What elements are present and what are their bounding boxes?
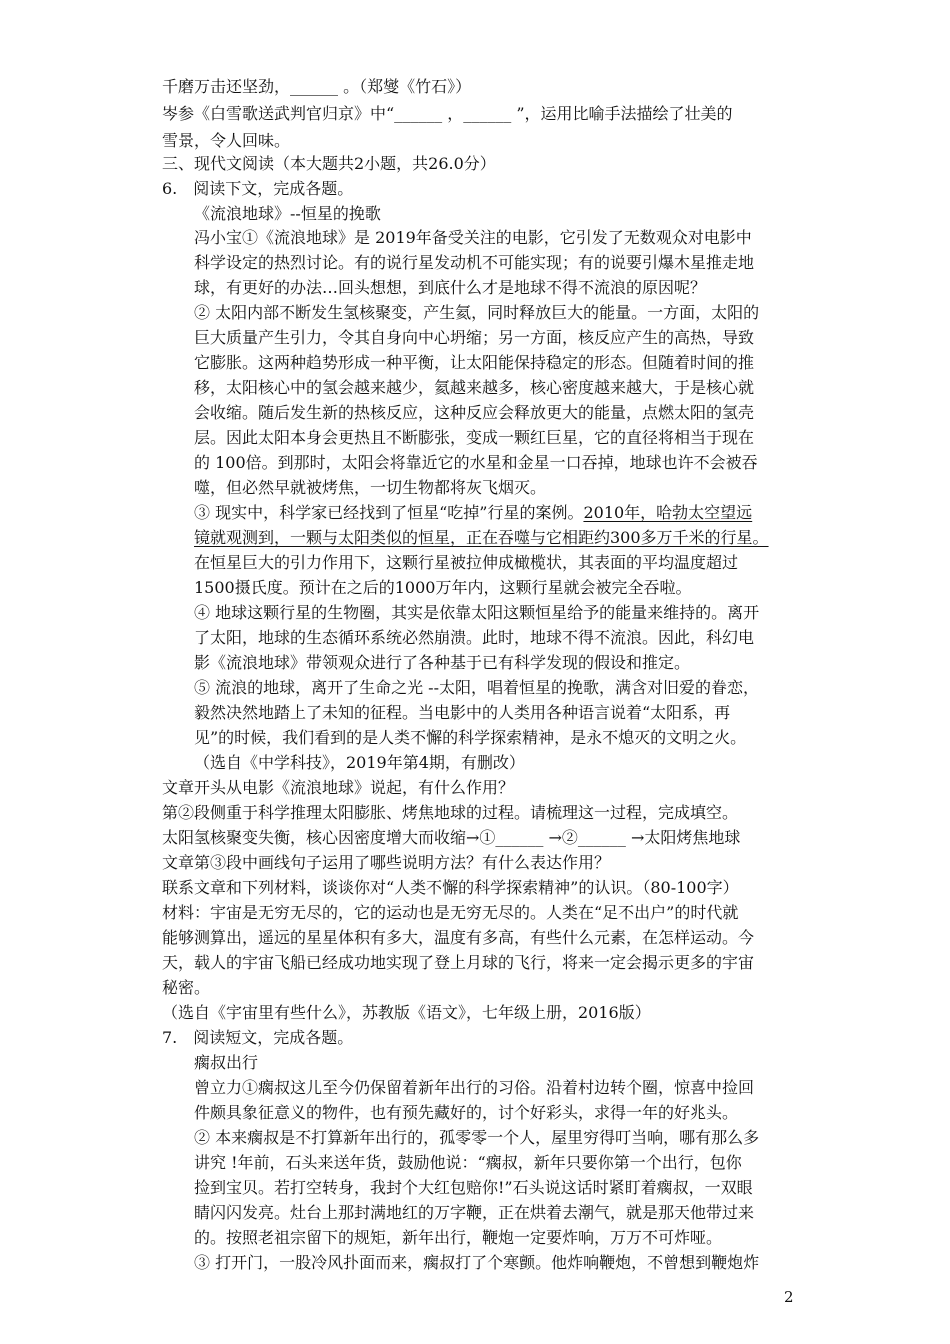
text-line: 的。按照老祖宗留下的规矩，新年出行，鞭炮一定要炸响，万万不可炸哑。 — [194, 1228, 723, 1247]
text-line: 睛闪闪发亮。灶台上那封满地红的万字鞭，正在烘着去潮气，就是那天他带过来 — [194, 1203, 755, 1222]
text-line: ③ 现实中，科学家已经找到了恒星“吃掉”行星的案例。 — [194, 503, 584, 522]
question-item: 文章开头从电影《流浪地球》说起，有什么作用？ — [162, 778, 515, 797]
text-line: ② 太阳内部不断发生氢核聚变，产生氦，同时释放巨大的能量。一方面，太阳的 — [194, 303, 760, 322]
text-line: 曾立力①瘸叔这儿至今仍保留着新年出行的习俗。沿着村边转个圈，惊喜中捡回 — [194, 1078, 755, 1097]
text-line: 材料：宇宙是无穷无尽的，它的运动也是无穷无尽的。人类在“足不出户”的时代就 — [162, 903, 739, 922]
source-note: （选自《宇宙里有些什么》，苏教版《语文》，七年级上册，2016版） — [162, 1003, 651, 1022]
text-line: 毅然决然地踏上了未知的征程。当电影中的人类用各种语言说着“太阳系，再 — [194, 703, 731, 722]
question-item: 联系文章和下列材料，谈谈你对“人类不懈的科学探索精神”的认识。（80-100字） — [162, 878, 739, 897]
text-line: 岑参《白雪歌送武判官归京》中“______ ，______ ”，运用比喻手法描绘了壮美的 — [162, 104, 733, 123]
text-line: 科学设定的热烈讨论。有的说行星发动机不可能实现；有的说要引爆木星推走地 — [194, 253, 755, 272]
question-heading: 7. 阅读短文，完成各题。 — [162, 1028, 354, 1047]
text-line: 秘密。 — [162, 978, 211, 997]
text-line: ③ 打开门，一股冷风扑面而来，瘸叔打了个寒颤。他炸响鞭炮，不曾想到鞭炮炸 — [194, 1253, 760, 1272]
text-line: 影《流浪地球》带领观众进行了各种基于已有科学发现的假设和推定。 — [194, 653, 691, 672]
text-line: 件颇具象征意义的物件，也有预先藏好的，讨个好彩头，求得一年的好兆头。 — [194, 1103, 739, 1122]
text-line: 在恒星巨大的引力作用下，这颗行星被拉伸成橄榄状，其表面的平均温度超过 — [194, 553, 739, 572]
text-line: 移，太阳核心中的氢会越来越少，氦越来越多，核心密度越来越大，于是核心就 — [194, 378, 755, 397]
underlined-sentence: 镜就观测到，一颗与太阳类似的恒星，正在吞噬与它相距约300多万千米的行星。 — [194, 528, 769, 547]
text-line: 层。因此太阳本身会更热且不断膨张，变成一颗红巨星，它的直径将相当于现在 — [194, 428, 755, 447]
text-line: 噬，但必然早就被烤焦，一切生物都将灰飞烟灭。 — [194, 478, 547, 497]
text-line: 讲究 !年前，石头来送年货，鼓励他说：“瘸叔，新年只要你第一个出行，包你 — [194, 1153, 742, 1172]
question-heading: 6. 阅读下文，完成各题。 — [162, 179, 354, 198]
question-item: 太阳氢核聚变失衡，核心因密度增大而收缩→①______ →②______ →太阳烤焦地球 — [162, 828, 741, 847]
page-number: 2 — [784, 1288, 794, 1306]
section-heading: 三、现代文阅读（本大题共2小题，共26.0分） — [162, 154, 496, 173]
text-line: 捡到宝贝。若打空转身，我封个大红包赔你!”石头说这话时紧盯着瘸叔，一双眼 — [194, 1178, 753, 1197]
text-line: 的 100倍。到那时，太阳会将靠近它的水星和金星一口吞掉，地球也许不会被吞 — [194, 453, 758, 472]
text-line: 1500摄氏度。预计在之后的1000万年内，这颗行星就会被完全吞啦。 — [194, 578, 692, 597]
question-item: 文章第③段中画线句子运用了哪些说明方法？有什么表达作用？ — [162, 853, 611, 872]
text-line: 它膨胀。这两种趋势形成一种平衡，让太阳能保持稳定的形态。但随着时间的推 — [194, 353, 755, 372]
question-item: 第②段侧重于科学推理太阳膨胀、烤焦地球的过程。请梳理这一过程，完成填空。 — [162, 803, 739, 822]
text-line: 冯小宝①《流浪地球》是 2019年备受关注的电影，它引发了无数观众对电影中 — [194, 228, 752, 247]
article-title: 《流浪地球》--恒星的挽歌 — [194, 204, 381, 223]
text-line: 见”的时候，我们看到的是人类不懈的科学探索精神，是永不熄灭的文明之火。 — [194, 728, 747, 747]
text-line: 了太阳，地球的生态循环系统必然崩溃。此时，地球不得不流浪。因此，科幻电 — [194, 628, 755, 647]
underlined-sentence: 2010年，哈勃太空望远 — [583, 503, 753, 522]
source-note: （选自《中学科技》，2019年第4期，有删改） — [194, 753, 525, 772]
article-title: 瘸叔出行 — [194, 1053, 259, 1072]
text-line: 天，载人的宇宙飞船已经成功地实现了登上月球的飞行，将来一定会揭示更多的宇宙 — [162, 953, 755, 972]
text-line: ④ 地球这颗行星的生物圈，其实是依靠太阳这颗恒星给予的能量来维持的。离开 — [194, 603, 760, 622]
text-line: 巨大质量产生引力，令其自身向中心坍缩；另一方面，核反应产生的高热，导致 — [194, 328, 755, 347]
text-line: ② 本来瘸叔是不打算新年出行的，孤零零一个人，屋里穷得叮当响，哪有那么多 — [194, 1128, 760, 1147]
text-line: ⑤ 流浪的地球，离开了生命之光 --太阳，唱着恒星的挽歌，满含对旧爱的眷恋， — [194, 678, 759, 697]
text-line: 球，有更好的办法…回头想想，到底什么才是地球不得不流浪的原因呢？ — [194, 278, 707, 297]
text-line: 雪景，令人回味。 — [162, 131, 291, 150]
text-line: 千磨万击还坚劲，______ 。（郑燮《竹石》） — [162, 77, 472, 96]
text-line: 能够测算出，遥远的星星体积有多大，温度有多高，有些什么元素，在怎样运动。今 — [162, 928, 755, 947]
text-line: 会收缩。随后发生新的热核反应，这种反应会释放更大的能量，点燃太阳的氢壳 — [194, 403, 755, 422]
